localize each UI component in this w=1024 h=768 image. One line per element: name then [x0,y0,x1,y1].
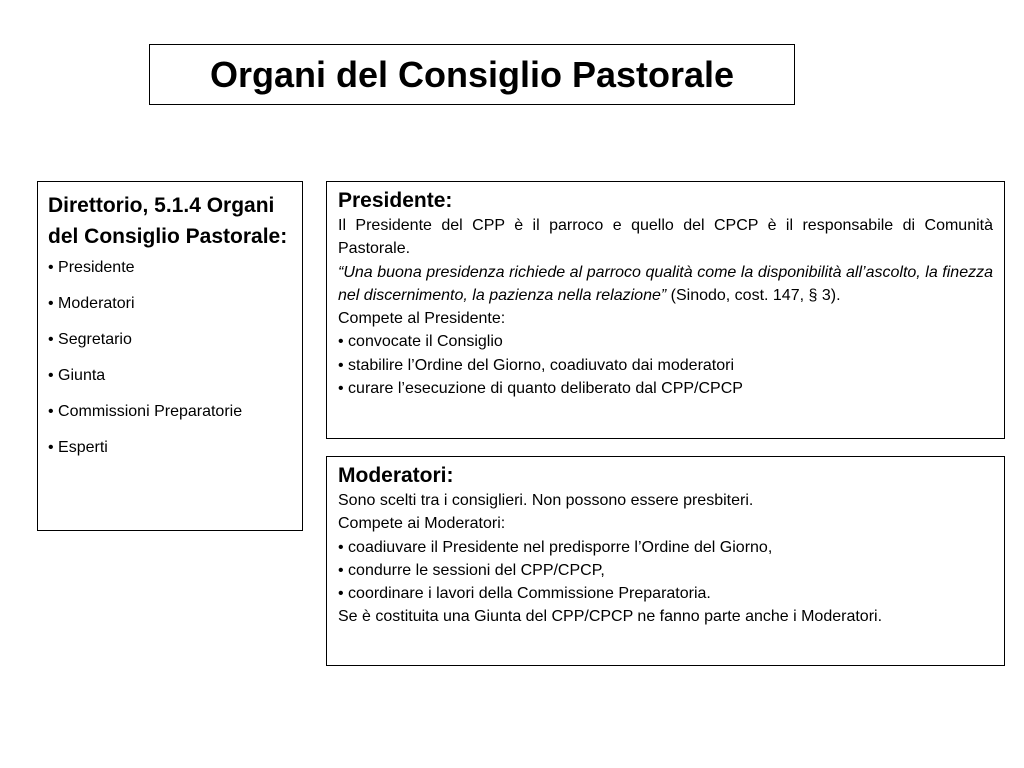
presidente-quote: “Una buona presidenza richiede al parroco qualità come la disponibilità all’ascolto, la finezza nel discernimento, la pazienza nella relazione” [338,263,993,304]
list-item: • Commissioni Preparatorie [48,403,243,420]
presidente-citation: (Sinodo, cost. 147, § 3). [666,286,841,304]
presidente-heading: Presidente: [338,189,453,212]
list-item: • Presidente [48,259,135,276]
moderatori-duty-item: • coadiuvare il Presidente nel predisporre l’Ordine del Giorno, [338,538,773,556]
list-item: • Segretario [48,331,132,348]
list-item: • Moderatori [48,295,135,312]
moderatori-duties-intro: Compete ai Moderatori: [338,515,506,533]
moderatori-box [326,456,1005,666]
moderatori-duty-item: • coordinare i lavori della Commissione Preparatoria. [338,585,711,603]
presidente-duty-item: • convocate il Consiglio [338,333,503,351]
moderatori-note: Se è costituita una Giunta del CPP/CPCP ne fanno parte anche i Moderatori. [338,608,883,626]
presidente-box [326,181,1005,439]
presidente-duty-item: • stabilire l’Ordine del Giorno, coadiuvato dai moderatori [338,356,735,374]
presidente-intro: Il Presidente del CPP è il parroco e quello del CPCP è il responsabile di Comunità Pastorale. [338,217,993,258]
page-title: Organi del Consiglio Pastorale [209,53,735,95]
title-box [149,44,795,105]
organs-summary-heading: Direttorio, 5.1.4 Organi del Consiglio Pastorale: [48,194,288,248]
moderatori-duty-item: • condurre le sessioni del CPP/CPCP, [338,561,605,579]
list-item: • Giunta [48,367,106,384]
presidente-duty-item: • curare l’esecuzione di quanto deliberato dal CPP/CPCP [338,380,743,398]
moderatori-heading: Moderatori: [338,464,454,487]
organs-list [48,258,292,458]
organs-summary-box [37,181,303,531]
presidente-quote-paragraph [338,261,993,308]
moderatori-intro: Sono scelti tra i consiglieri. Non possono essere presbiteri. [338,492,754,509]
presidente-duties-intro: Compete al Presidente: [338,310,506,328]
list-item: • Esperti [48,439,108,456]
